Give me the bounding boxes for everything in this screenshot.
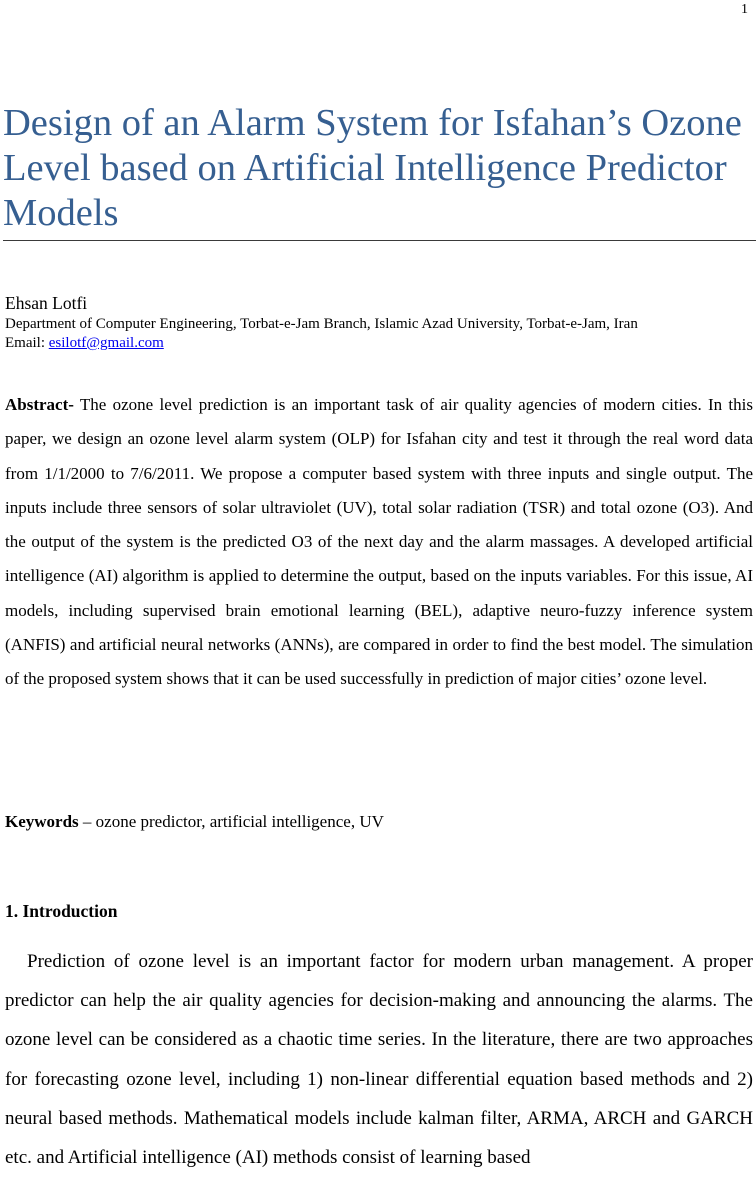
title-divider — [3, 240, 756, 241]
author-name: Ehsan Lotfi — [5, 293, 88, 313]
email-label: Email: — [5, 335, 49, 351]
keywords-text: – ozone predictor, artificial intelligence, UV — [78, 812, 384, 831]
keywords — [5, 812, 384, 832]
abstract — [5, 388, 753, 697]
author-affiliation: Department of Computer Engineering, Torbat-e-Jam Branch, Islamic Azad University, Torbat-e-Jam, Iran — [5, 316, 638, 332]
email-link[interactable]: esilotf@gmail.com — [48, 335, 164, 351]
page-number: 1 — [741, 2, 748, 17]
abstract-label: Abstract- — [5, 395, 74, 414]
section-heading-introduction: 1. Introduction — [5, 901, 118, 921]
introduction-paragraph: Prediction of ozone level is an important factor for modern urban management. A proper predictor can help the air quality agencies for decision-making and announcing the alarms. The ozone level can be considered as a chaotic time series. In the literature, there are two approaches for forecasting ozone level, including 1) non-linear differential equation based methods and 2) neural based methods. Mathematical models include kalman filter, ARMA, ARCH and GARCH etc. and Artificial intelligence (AI) methods consist of learning based — [5, 951, 753, 1169]
abstract-text: The ozone level prediction is an important task of air quality agencies of modern cities. In this paper, we design an ozone level alarm system (OLP) for Isfahan city and test it through the real word data from 1/1/2000 to 7/6/2011. We propose a computer based system with three inputs and single output. The inputs include three sensors of solar ultraviolet (UV), total solar radiation (TSR) and total ozone (O3). And the output of the system is the predicted O3 of the next day and the alarm massages. A developed artificial intelligence (AI) algorithm is applied to determine the output, based on the inputs variables. For this issue, AI models, including supervised brain emotional learning (BEL), adaptive neuro-fuzzy inference system (ANFIS) and artificial neural networks (ANNs), are compared in order to find the best model. The simulation of the proposed system shows that it can be used successfully in prediction of major cities’ ozone level. — [5, 395, 753, 689]
keywords-label: Keywords — [5, 812, 79, 831]
author-email-line — [5, 335, 164, 352]
paper-title: Design of an Alarm System for Isfahan’s Ozone Level based on Artificial Intelligence Predictor Models — [3, 102, 742, 234]
